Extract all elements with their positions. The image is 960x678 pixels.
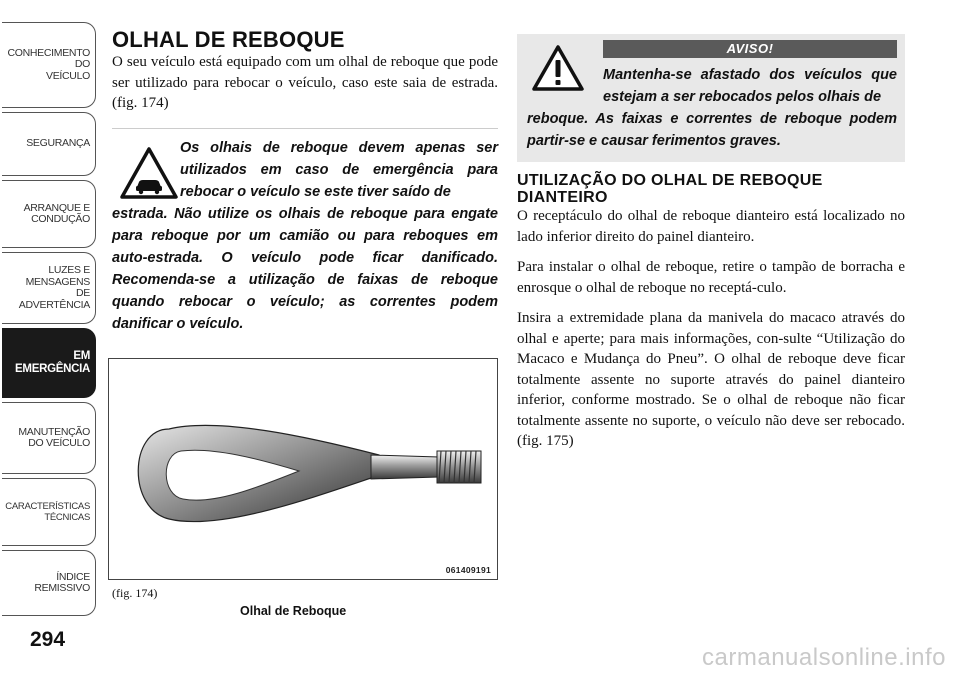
tab-label: LUZES E xyxy=(48,264,90,276)
aviso-box xyxy=(517,34,905,162)
tab-label: EM xyxy=(73,350,90,362)
aviso-title: AVISO! xyxy=(603,40,897,58)
tow-eye-illustration xyxy=(109,359,497,579)
paragraph: Insira a extremidade plana da manivela do macaco através do olhal e aperte; para mais informações, con-sulte “Utilização do Macaco e Mudança do Pneu”. O olhal de reboque deve ficar totalmente assente no suporte através do painel dianteiro inferior, conforme mostrado. Se o olhal de reboque não ficar totalmente assente no suporte, o veículo não deve ser rebocado. (fig. 175) xyxy=(517,310,905,449)
aviso-text-first: Mantenha-se afastado dos veículos que estejam a ser rebocados pelos olhais de xyxy=(603,67,897,105)
tab-label: CARACTERÍSTICAS xyxy=(5,500,90,512)
tab-luzes-e-mensagens[interactable] xyxy=(2,252,96,324)
tab-label: SEGURANÇA xyxy=(26,137,90,150)
tab-label: EMERGÊNCIA xyxy=(15,363,90,375)
warning-text-first: Os olhais de reboque devem apenas ser utilizados em caso de emergência para rebocar o veículo se este tiver saído de xyxy=(180,139,498,200)
tab-indice-remissivo[interactable] xyxy=(2,550,96,616)
warning-triangle-car-icon xyxy=(120,147,178,199)
watermark: carmanualsonline.info xyxy=(702,644,946,671)
tab-conhecimento-do-veiculo[interactable] xyxy=(2,22,96,108)
aviso-text-rest: reboque. As faixas e correntes de reboque podem partir-se e causar ferimentos graves. xyxy=(527,111,897,149)
intro-paragraph: O seu veículo está equipado com um olhal de reboque que pode ser utilizado para rebocar o veículo, caso este saia de estrada. (fig. 174) xyxy=(112,54,498,111)
tab-label: ADVERTÊNCIA xyxy=(18,298,90,311)
tab-label: ÍNDICE xyxy=(56,570,90,583)
left-column xyxy=(112,28,498,335)
page-number: 294 xyxy=(30,628,66,651)
tab-label: DE xyxy=(76,287,90,299)
tab-em-emergencia[interactable] xyxy=(2,328,96,398)
paragraph: O receptáculo do olhal de reboque dianteiro está localizado no lado inferior direito do painel dianteiro. xyxy=(517,208,905,245)
warning-text-rest: estrada. Não utilize os olhais de reboque para engate para reboque por um camião ou para reboques em auto-estrada. O veículo pode ficar danificado. Recomenda-se a utilização de faixas de reboque quando rebocar o veículo; as correntes podem danificar o veículo. xyxy=(112,205,498,332)
tab-label: DO VEÍCULO xyxy=(28,437,90,449)
figure-caption: Olhal de Reboque xyxy=(240,604,347,618)
warning-exclamation-icon xyxy=(531,44,585,92)
section-heading: UTILIZAÇÃO DO OLHAL DE REBOQUE DIANTEIRO xyxy=(517,172,823,206)
tab-label: CONDUÇÃO xyxy=(31,213,90,225)
chapter-tabs xyxy=(0,0,104,678)
right-column xyxy=(517,34,905,452)
tab-caracteristicas-tecnicas[interactable] xyxy=(2,478,96,546)
paragraph: Para instalar o olhal de reboque, retire o tampão de borracha e enrosque o olhal de reboque no receptá-culo. xyxy=(517,259,905,296)
tab-label: REMISSIVO xyxy=(34,582,90,594)
tab-label: TÉCNICAS xyxy=(44,512,90,523)
tab-label: VEÍCULO xyxy=(46,69,90,82)
tab-label: DO xyxy=(74,58,90,71)
figure-reference: (fig. 174) xyxy=(112,586,158,600)
section-title: OLHAL DE REBOQUE xyxy=(112,27,345,52)
figure-code: 061409191 xyxy=(445,565,491,575)
warning-block xyxy=(112,128,498,335)
tab-label: MANUTENÇÃO xyxy=(18,425,90,438)
tab-label: ARRANQUE E xyxy=(23,201,90,214)
tab-label: MENSAGENS xyxy=(25,275,90,288)
tab-arranque-e-conducao[interactable] xyxy=(2,180,96,248)
tab-seguranca[interactable] xyxy=(2,112,96,176)
figure-tow-eye xyxy=(108,358,498,580)
tab-label: CONHECIMENTO xyxy=(7,46,90,59)
tab-manutencao-do-veiculo[interactable] xyxy=(2,402,96,474)
